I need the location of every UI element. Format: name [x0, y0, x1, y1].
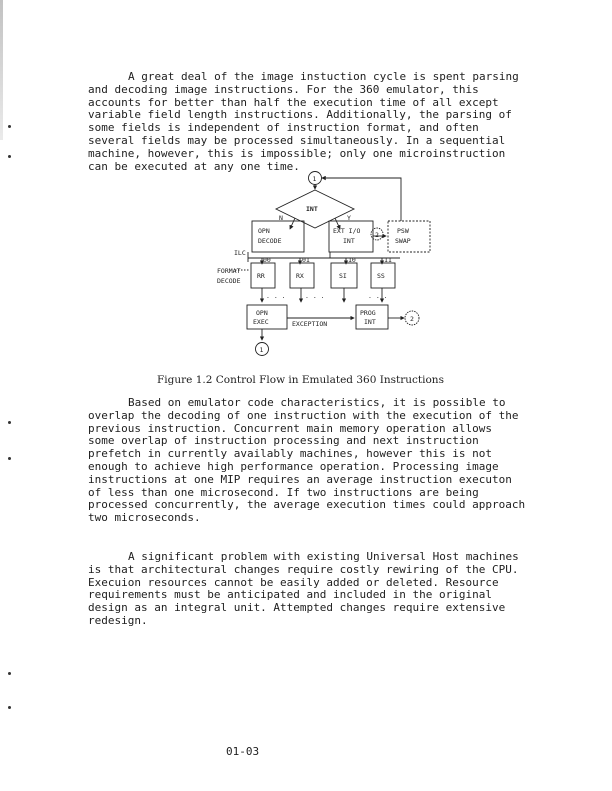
psw-label: PSW: [397, 227, 409, 235]
code-label: 00: [263, 256, 271, 264]
ilc-label: ILC: [234, 249, 246, 257]
format-decode-label: FORMAT: [217, 267, 241, 275]
text-line: Execuion resources cannot be easily added or deleted. Resource: [88, 575, 499, 589]
figure-caption: Figure 1.2 Control Flow in Emulated 360 Instructions: [157, 374, 444, 386]
text-line: machine, however, this is impossible; only one microinstruction: [88, 146, 506, 160]
text-line: variable field length instructions. Additionally, the parsing of: [88, 108, 512, 122]
text-line: and decoding image instructions. For the 360 emulator, this: [88, 82, 479, 96]
text-line: overlap the decoding of one instruction with the execution of the: [88, 408, 519, 422]
text-line: enough to achieve high performance operation. Processing image: [88, 459, 499, 473]
si-label: SI: [339, 272, 347, 280]
text-line: some overlap of instruction processing and next instruction: [88, 434, 479, 448]
text-line: is that architectural changes require costly rewiring of the CPU.: [88, 562, 519, 576]
opn-exec-label: EXEC: [253, 318, 269, 326]
connector-label: 2: [410, 315, 414, 323]
text-line: Based on emulator code characteristics, it is possible to: [128, 396, 506, 409]
svg-text:. . .: . . .: [305, 292, 325, 300]
code-label: 11: [384, 256, 392, 264]
diamond-label: INT: [306, 205, 318, 213]
ext-io-label: INT: [343, 237, 355, 245]
text-line: can be executed at any one time.: [88, 159, 300, 173]
exception-label: EXCEPTION: [292, 320, 328, 328]
opn-decode-label: OPN: [258, 227, 270, 235]
prog-int-label: INT: [364, 318, 376, 326]
swap-label: SWAP: [395, 237, 411, 245]
paragraph-2: [88, 397, 566, 525]
rx-label: RX: [296, 272, 304, 280]
text-line: processed concurrently, the average execution times could approach: [88, 498, 526, 512]
text-line: some fields is independent of instruction format, and often: [88, 121, 479, 135]
connector-label: 1: [259, 346, 264, 354]
branch-n-label: N: [279, 214, 283, 222]
branch-y-label: Y: [347, 214, 351, 222]
prog-int-label: PROG: [360, 309, 376, 317]
text-line: A significant problem with existing Universal Host machines: [128, 550, 519, 563]
format-decode-label: DECODE: [217, 277, 241, 285]
opn-exec-label: OPN: [256, 309, 268, 317]
ext-io-label: EXT I/O: [333, 227, 361, 235]
rr-label: RR: [257, 272, 265, 280]
text-line: several fields may be processed simultaneously. In a sequential: [88, 133, 506, 147]
opn-decode-label: DECODE: [258, 237, 282, 245]
text-line: redesign.: [88, 613, 148, 627]
connector-label: 1: [312, 175, 317, 183]
text-line: requirements must be anticipated and included in the original: [88, 588, 492, 602]
svg-text:. . .: . . .: [368, 292, 388, 300]
page-number: 01-03: [226, 745, 260, 758]
ss-label: SS: [377, 272, 385, 280]
paragraph-3: [88, 551, 566, 628]
text-line: instructions at one MIP requires an average instruction executon: [88, 472, 512, 486]
text-line: two microseconds.: [88, 511, 201, 525]
text-line: accounts for better than half the execution time of all except: [88, 95, 499, 109]
code-label: 01: [302, 256, 310, 264]
text-line: of less than one microsecond. If two instructions are being: [88, 485, 479, 499]
text-line: previous instruction. Concurrent main memory operation allows: [88, 421, 492, 435]
svg-text:. . .: . . .: [266, 292, 286, 300]
text-line: prefetch in currently availably machines, however this is not: [88, 447, 492, 461]
connector-label: 2: [375, 231, 379, 239]
text-line: design as an integral unit. Attempted changes require extensive: [88, 601, 506, 615]
code-label: 10: [348, 256, 356, 264]
text-line: A great deal of the image instuction cycle is spent parsing: [128, 70, 519, 83]
